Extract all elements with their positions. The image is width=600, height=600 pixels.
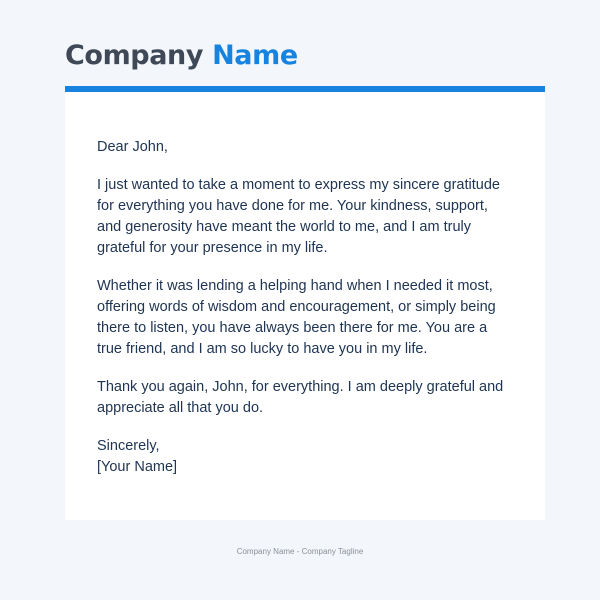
letter-paragraph-3: Thank you again, John, for everything. I am deeply grateful and appreciate all that you do. [97,379,504,416]
letter-body [97,137,513,478]
letter-paragraph-1: I just wanted to take a moment to express my sincere gratitude for everything you have done for me. Your kindness, support, and generosity have meant the world to me, and I am truly grateful for your presence in my life. [97,177,500,256]
letter-greeting: Dear John, [97,139,168,155]
letter-closing [97,436,513,478]
letter-card [65,92,545,520]
letter-paragraph-2: Whether it was lending a helping hand when I needed it most, offering words of wisdom and encouragement, or simply being there to listen, you have always been there for me. You are a true friend, and I am so lucky to have you in my life. [97,278,496,357]
footer-tagline: Company Name - Company Tagline [236,547,364,556]
logo-word-name: Name [212,40,298,71]
letter-sign-off: Sincerely, [97,438,160,454]
company-logo [65,40,545,72]
email-header [65,40,545,76]
logo-word-company: Company [65,40,204,71]
letter-signature: [Your Name] [97,459,178,475]
